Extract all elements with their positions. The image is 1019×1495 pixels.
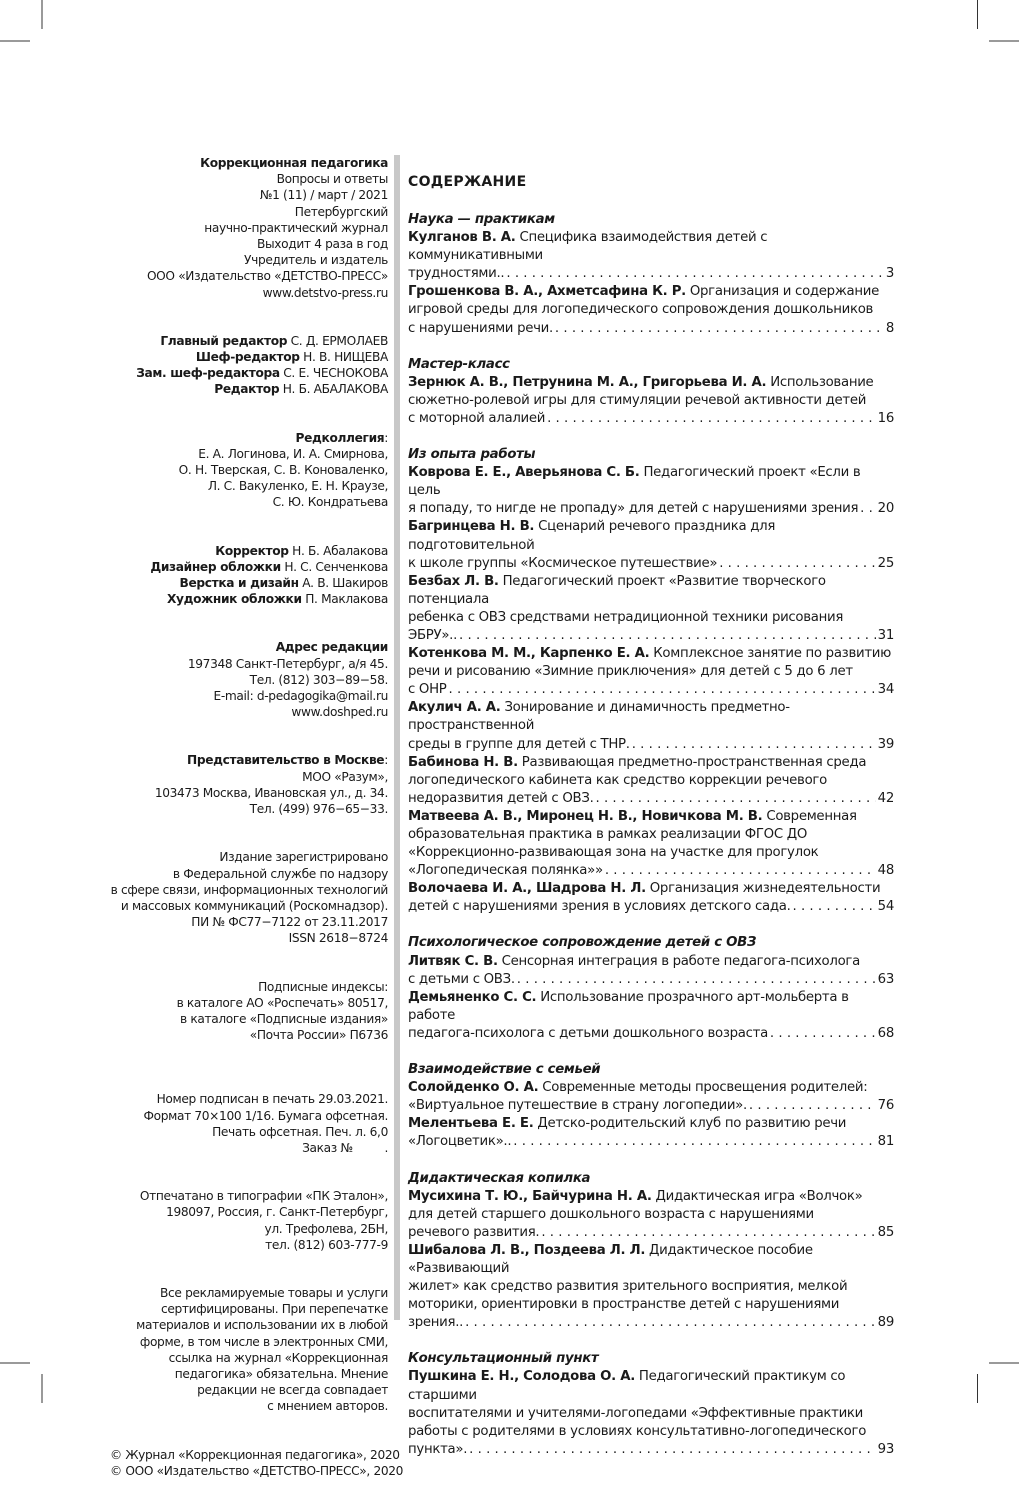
entry-title-line [408,663,894,681]
print-line: Печать офсетная. Печ. л. 6,0 [212,1124,388,1139]
staff-line: Корректор Н. Б. Абалакова [215,543,388,558]
entry-authors: Безбах Л. В. [408,573,499,589]
address-title: Адрес редакции [275,640,388,655]
disclaimer-line: форме, в том числе в электронных СМИ, [139,1334,388,1349]
page-number: 76 [877,1098,894,1114]
dot-leader [517,971,876,989]
page-number: 48 [877,863,894,879]
dot-leader [547,410,876,428]
entry-last-line [408,410,894,428]
entry-title-text: к школе группы «Космическое путешествие» [408,555,718,571]
entry-title-text: Педагогический проект «Если в цель [408,465,861,499]
page-number: 54 [877,899,894,915]
toc-section [408,1350,894,1459]
entry-title-line [408,1115,894,1133]
toc-entry[interactable] [408,1079,894,1115]
dot-leader [506,265,883,283]
entry-last-line [408,320,894,338]
entry-title-line [408,844,894,862]
entry-last-line [408,500,894,518]
entry-title-text: сюжетно-ролевой игры для стимуляции речевой активности детей [408,392,867,408]
entry-title-text: Современная [766,808,857,824]
toc-entry[interactable] [408,645,894,699]
toc-sections [408,211,894,1459]
dot-leader [860,500,876,518]
entry-title-text: недоразвития детей с ОВЗ. [408,790,594,806]
entry-last-line [408,1224,894,1242]
dot-leader [513,1133,875,1151]
editor-line: Зам. шеф-редактора С. Е. ЧЕСНОКОВА [136,366,388,381]
entry-title-text: с моторной алалией [408,410,546,426]
page-number: 8 [885,320,894,336]
entry-title-line [408,464,894,500]
entry-title-text: с нарушениями речи. [408,320,553,336]
entry-title-line [408,1278,894,1296]
entry-title-text: «Логоцветик».. [408,1134,512,1150]
address-line: 197348 Санкт-Петербург, а/я 45. [187,656,388,671]
entry-title-line [408,1405,894,1423]
staff-line: Дизайнер обложки Н. С. Сенченкова [150,559,388,574]
journal-line: Учредитель и издатель [244,253,388,268]
disclaimer-line: с мнением авторов. [267,1399,388,1414]
toc-entry[interactable] [408,880,894,916]
entry-title-text: Организация и содержание [689,284,879,300]
dot-leader [596,790,876,808]
dot-leader [770,1025,876,1043]
entry-title-line [408,808,894,826]
section-title: Мастер-класс [408,356,510,372]
entry-title-line [408,754,894,772]
entry-last-line [408,790,894,808]
entry-title-text: пункта». [408,1441,468,1457]
printer-line: ул. Трефолева, 2БН, [264,1221,388,1236]
toc-section [408,446,894,916]
editor-line: Главный редактор С. Д. ЕРМОЛАЕВ [160,333,388,348]
entry-title-text: Комплексное занятие по развитию [653,646,892,662]
entry-title-text: для детей старшего дошкольного возраста с нарушениями [408,1206,814,1222]
moscow-title: Представительство в Москве: [187,753,388,768]
entry-title-text: Зонирование и динамичность предметно-пространственной [408,700,790,734]
entry-last-line [408,1025,894,1043]
crop-mark [0,1362,30,1364]
toc-entry[interactable] [408,699,894,753]
entry-authors: Литвяк С. В. [408,953,498,969]
entry-title-text: Сценарий речевого праздника для подготовительной [408,519,776,553]
board-line: О. Н. Тверская, С. В. Коноваленко, [178,463,388,478]
publisher-url[interactable]: www.detstvo-press.ru [262,285,388,300]
entry-title-line [408,573,894,609]
entry-title-line [408,1079,894,1097]
registration-line: в сфере связи, информационных технологий [110,882,388,897]
page-number: 68 [877,1025,894,1041]
entry-title-text: игровой среды для логопедического сопровождения дошкольников [408,302,874,318]
email-link[interactable]: E-mail: d-pedagogika@mail.ru [213,689,388,704]
section-title: Дидактическая копилка [408,1170,591,1186]
entry-title-text: Организация жизнедеятельности [649,881,881,897]
dot-leader [449,681,876,699]
moscow-line: МОО «Разум», [302,769,388,784]
toc-entry[interactable] [408,464,894,518]
registration-line: и массовых коммуникаций (Роскомнадзор). [120,898,388,913]
entry-authors: Коврова Е. Е., Аверьянова С. Б. [408,465,640,481]
subscription-line: Подписные индексы: [258,979,388,994]
disclaimer-line: ссылка на журнал «Коррекционная [168,1350,388,1365]
entry-title-text: Развивающая предметно-пространственная среда [521,754,867,770]
entry-title-text: «Виртуальное путешествие в страну логопедии». [408,1098,747,1114]
entry-title-line [408,699,894,735]
entry-authors: Зернюк А. В., Петрунина М. А., Григорьева И. А. [408,374,767,390]
journal-line: ООО «Издательство «ДЕТСТВО-ПРЕСС» [146,269,388,284]
staff-line: Художник обложки П. Маклакова [166,592,388,607]
registration-line: ПИ № ФС77−7122 от 23.11.2017 [191,915,388,930]
page-number: 31 [877,627,894,643]
entry-title-line [408,1242,894,1278]
entry-title-line [408,826,894,844]
journal-line: научно-практический журнал [204,220,388,235]
dot-leader [632,736,876,754]
entry-last-line [408,265,894,283]
entry-title-line [408,518,894,554]
printer-block [110,1188,388,1253]
toc-entry[interactable] [408,518,894,572]
entry-title-text: образовательная практика в рамках реализации ФГОС ДО [408,827,807,842]
entry-title-text: речевого развития. [408,1224,540,1240]
issn-line: ISSN 2618−8724 [288,931,388,946]
toc-entry[interactable] [408,1188,894,1242]
section-title: Наука — практикам [408,212,555,227]
print-line: Номер подписан в печать 29.03.2021. [156,1092,388,1107]
crop-mark [977,0,978,29]
page-number: 85 [877,1224,894,1240]
disclaimer-line: Все рекламируемые товары и услуги [160,1285,388,1300]
journal-line: №1 (11) / март / 2021 [259,188,388,203]
dot-leader [605,862,876,880]
dot-leader [541,1224,875,1242]
printer-line: Отпечатано в типографии «ПК Эталон», [139,1189,388,1204]
journal-line: Петербургский [294,204,388,219]
entry-title-text: Педагогический практикум со старшими [408,1369,846,1403]
subscription-line: в каталоге АО «Роспечать» 80517, [176,995,388,1010]
website-link[interactable]: www.doshped.ru [291,705,388,720]
crop-mark [41,1374,43,1403]
entry-title-text: Сенсорная интеграция в работе педагога-психолога [501,953,860,969]
entry-title-text: Детско-родительский клуб по развитию речи [537,1116,847,1132]
entry-title-line [408,1206,894,1224]
entry-authors: Шибалова Л. В., Поздеева Л. Л. [408,1242,646,1258]
entry-last-line [408,1133,894,1151]
crop-mark [0,40,30,42]
entry-title-text: Современные методы просвещения родителей: [542,1080,868,1096]
entry-title-line [408,772,894,790]
entry-title-text: речи и рисованию «Зимние приключения» для детей с 5 до 6 лет [408,664,853,680]
editor-line: Шеф-редактор Н. В. НИЩЕВА [195,350,388,365]
address-block [110,639,388,720]
copyright-line: © Журнал «Коррекционная педагогика», 2020 [110,1447,400,1462]
board-line: С. Ю. Кондратьева [272,495,388,510]
entry-title-line [408,229,894,265]
entry-last-line [408,862,894,880]
editorial-board [110,430,388,511]
page-number: 3 [885,266,894,282]
entry-title-line [408,989,894,1025]
imprint-column [110,155,404,1495]
entry-last-line [408,555,894,573]
staff-line: Верстка и дизайн А. В. Шакиров [179,576,388,591]
toc-title: СОДЕРЖАНИЕ [408,174,527,190]
toc-entry[interactable] [408,808,894,880]
toc-section [408,1170,894,1333]
entry-authors: Мелентьева Е. Е. [408,1116,534,1132]
subscription-line: в каталоге «Подписные издания» [179,1011,388,1026]
entry-title-text: зрения.. [408,1315,464,1331]
entry-title-text: с ОНР [408,682,447,698]
entry-title-text: Дидактическое пособие «Развивающий [408,1242,813,1276]
entry-title-text: я попаду, то нигде не пропаду» для детей с нарушениями зрения [408,501,859,517]
entry-title-text: детей с нарушениями зрения в условиях детского сада. [408,899,791,915]
section-title: Взаимодействие с семьей [408,1062,601,1078]
moscow-line: Тел. (499) 976−65−33. [249,802,388,817]
section-title: Психологическое сопровождение детей с ОВЗ [408,935,757,951]
registration-line: в Федеральной службе по надзору [172,866,388,881]
page-number: 25 [877,555,894,571]
page-number: 89 [877,1315,894,1331]
page-number: 34 [877,682,894,698]
toc-entry[interactable] [408,283,894,337]
toc-entry[interactable] [408,1368,894,1458]
entry-title-line [408,953,894,971]
table-of-contents [408,172,894,1477]
dot-leader [469,1441,876,1459]
entry-authors: Волочаева И. А., Шадрова Н. Л. [408,881,646,897]
page-number: 42 [877,790,894,806]
entry-last-line [408,1441,894,1459]
page-number: 81 [877,1134,894,1150]
toc-section [408,211,894,338]
dot-leader [555,320,884,338]
printer-line: тел. (812) 603-777-9 [265,1237,388,1252]
disclaimer-block [110,1285,388,1415]
toc-entry[interactable] [408,374,894,428]
journal-line: Выходит 4 раза в год [257,237,388,252]
page-number: 63 [877,971,894,987]
entry-title-text: моторики, ориентировки в пространстве детей с нарушениями [408,1297,840,1313]
toc-entry[interactable] [408,229,894,283]
dot-leader [459,627,876,645]
entry-title-line [408,283,894,301]
toc-entry[interactable] [408,953,894,989]
editors-block [110,333,388,398]
entry-title-text: «Коррекционно-развивающая зона на участке для прогулок [408,845,819,861]
registration-block [110,849,388,946]
board-line: Е. А. Логинова, И. А. Смирнова, [198,446,388,461]
entry-title-text: жилет» как средство развития зрительного восприятия, мелкой [408,1279,848,1295]
toc-entry[interactable] [408,573,894,645]
page-number: 20 [877,501,894,517]
entry-title-text: Педагогический проект «Развитие творческого потенциала [408,573,826,607]
moscow-office-block [110,752,388,817]
entry-title-line [408,1423,894,1441]
entry-title-line [408,374,894,392]
toc-entry[interactable] [408,754,894,808]
page-number: 93 [877,1441,894,1457]
journal-info [110,155,388,301]
subscription-line: «Почта России» П6736 [249,1028,388,1043]
entry-title-line [408,1368,894,1404]
print-line: Формат 70×100 1/16. Бумага офсетная. [143,1108,388,1123]
crop-mark [41,0,43,29]
entry-title-text: педагога-психолога с детьми дошкольного возраста [408,1025,768,1041]
entry-title-text: Использование [770,374,874,390]
entry-authors: Пушкина Е. Н., Солодова О. А. [408,1369,635,1385]
entry-title-line [408,1188,894,1206]
board-line: Л. С. Вакуленко, Е. Н. Краузе, [207,479,388,494]
editor-line: Редактор Н. Б. АБАЛАКОВА [214,382,388,397]
toc-entry[interactable] [408,1115,894,1151]
column-divider [394,155,400,1320]
journal-name: Коррекционная педагогика [200,156,388,170]
disclaimer-line: педагогика» обязательна. Мнение [174,1366,388,1381]
disclaimer-line: сертифицированы. При перепечатке [161,1302,388,1317]
print-info-block [110,1091,388,1156]
entry-authors: Солойденко О. А. [408,1080,539,1096]
entry-last-line [408,1097,894,1115]
registration-line: Издание зарегистрировано [219,850,388,865]
entry-last-line [408,1314,894,1332]
toc-section [408,356,894,428]
crop-mark [977,1374,978,1403]
page-number: 16 [877,410,894,426]
disclaimer-line: редакции не всегда совпадает [197,1383,388,1398]
entry-title-text: трудностями.. [408,266,505,282]
entry-authors: Акулич А. А. [408,700,501,716]
entry-last-line [408,627,894,645]
toc-entry[interactable] [408,989,894,1043]
toc-section [408,1061,894,1151]
entry-authors: Матвеева А. В., Миронец Н. В., Новичкова М. В. [408,808,763,824]
entry-title-text: Использование прозрачного арт-мольберта в работе [408,989,849,1023]
order-line: Заказ № . [302,1140,388,1155]
dot-leader [719,555,875,573]
entry-authors: Кулганов В. А. [408,230,516,246]
entry-authors: Грошенкова В. А., Ахметсафина К. Р. [408,284,686,300]
entry-title-text: ЭБРУ».. [408,627,458,643]
entry-authors: Мусихина Т. Ю., Байчурина Н. А. [408,1188,652,1204]
journal-line: Вопросы и ответы [276,172,388,187]
entry-title-line [408,1296,894,1314]
dot-leader [465,1314,876,1332]
phone-line: Тел. (812) 303−89−58. [249,672,388,687]
entry-authors: Демьяненко С. С. [408,989,537,1005]
entry-last-line [408,681,894,699]
section-title: Консультационный пункт [408,1351,599,1367]
entry-authors: Бабинова Н. В. [408,754,518,770]
entry-title-line [408,880,894,898]
entry-title-line [408,609,894,627]
entry-title-text: Специфика взаимодействия детей с коммуникативными [408,230,768,264]
copyright-line: © ООО «Издательство «ДЕТСТВО-ПРЕСС», 2020 [110,1463,404,1478]
entry-last-line [408,971,894,989]
section-title: Из опыта работы [408,447,536,463]
staff-block [110,543,388,608]
dot-leader [749,1097,876,1115]
entry-title-text: ребенка с ОВЗ средствами нетрадиционной техники рисования [408,609,844,625]
toc-section [408,934,894,1043]
entry-title-text: логопедического кабинета как средство коррекции речевого [408,772,827,788]
entry-title-text: работы с родителями в условиях консультативно-логопедического [408,1423,867,1439]
moscow-line: 103473 Москва, Ивановская ул., д. 34. [154,785,388,800]
board-title: Редколлегия: [295,430,388,445]
crop-mark [989,40,1019,42]
entry-last-line [408,736,894,754]
crop-mark [989,1362,1019,1364]
entry-title-line [408,392,894,410]
copyright-block [110,1447,404,1479]
page-number: 39 [877,736,894,752]
entry-title-text: среды в группе для детей с ТНР. [408,736,630,752]
entry-last-line [408,898,894,916]
entry-title-text: «Логопедическая полянка»» [408,863,603,879]
entry-title-text: с детьми с ОВЗ. [408,971,515,987]
printer-line: 198097, Россия, г. Санкт-Петербург, [166,1205,388,1220]
entry-authors: Багринцева Н. В. [408,519,535,535]
subscription-block [110,979,388,1044]
entry-title-text: Дидактическая игра «Волчок» [655,1188,863,1204]
entry-title-line [408,645,894,663]
entry-title-text: воспитателями и учителями-логопедами «Эффективные практики [408,1405,864,1421]
entry-authors: Котенкова М. М., Карпенко Е. А. [408,646,650,662]
disclaimer-line: материалов и использовании их в любой [136,1318,388,1333]
dot-leader [793,898,876,916]
entry-title-line [408,301,894,319]
toc-entry[interactable] [408,1242,894,1332]
